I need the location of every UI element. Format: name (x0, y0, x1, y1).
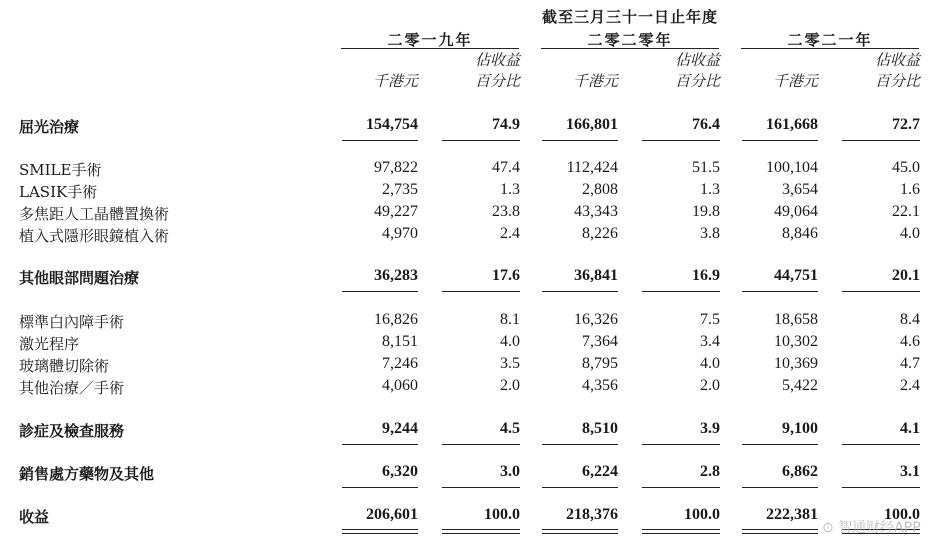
cell-value: 36,283 (374, 267, 418, 284)
cell-value: 7,364 (582, 333, 618, 350)
cell-pct: 4.7 (900, 355, 920, 372)
watermark-icon: ⊙ (822, 520, 834, 536)
col-pct-line1: 佔收益 (674, 51, 720, 69)
underline (842, 487, 920, 488)
cell-pct: 8.1 (500, 311, 520, 328)
underline (842, 291, 920, 292)
underline (542, 291, 618, 292)
cell-value: 4,970 (382, 225, 418, 242)
double-underline (542, 529, 618, 534)
cell-pct: 72.7 (892, 116, 920, 133)
underline (342, 487, 418, 488)
row-label: 其他治療／手術 (19, 379, 125, 397)
cell-pct: 2.0 (500, 377, 520, 394)
row-label: 玻璃體切除術 (19, 357, 110, 375)
double-underline (342, 529, 418, 534)
row-label: 植入式隱形眼鏡植入術 (19, 227, 170, 245)
row-label-revenue: 收益 (19, 508, 50, 526)
cell-value: 43,343 (574, 203, 618, 220)
cell-value: 18,658 (774, 311, 818, 328)
cell-value: 218,376 (566, 506, 618, 523)
underline (442, 487, 520, 488)
col-amount-2020: 千港元 (572, 72, 618, 90)
cell-pct: 4.5 (500, 420, 520, 437)
row-label: 多焦距人工晶體置換術 (19, 205, 170, 223)
cell-pct: 4.6 (900, 333, 920, 350)
underline (542, 140, 618, 141)
cell-pct: 100.0 (884, 506, 920, 523)
underline (642, 487, 720, 488)
cell-value: 112,424 (566, 159, 618, 176)
cell-pct: 45.0 (892, 159, 920, 176)
row-label-consultation: 診症及檢查服務 (19, 422, 125, 440)
cell-pct: 8.4 (900, 311, 920, 328)
cell-value: 5,422 (782, 377, 818, 394)
cell-value: 161,668 (766, 116, 818, 133)
underline (642, 444, 720, 445)
cell-value: 8,846 (782, 225, 818, 242)
cell-value: 10,302 (774, 333, 818, 350)
row-label-other-eye: 其他眼部問題治療 (19, 269, 140, 287)
underline (542, 487, 618, 488)
cell-value: 3,654 (782, 181, 818, 198)
period-heading: 截至三月三十一日止年度 (541, 8, 718, 26)
cell-pct: 2.0 (700, 377, 720, 394)
cell-pct: 3.4 (700, 333, 720, 350)
cell-value: 100,104 (766, 159, 818, 176)
cell-value: 6,320 (382, 463, 418, 480)
underline (742, 140, 818, 141)
cell-value: 2,735 (382, 181, 418, 198)
year-2020-heading: 二零二零年 (587, 31, 673, 49)
cell-pct: 74.9 (492, 116, 520, 133)
col-pct-line2: 百分比 (874, 72, 920, 90)
cell-pct: 7.5 (700, 311, 720, 328)
col-pct-line1: 佔收益 (474, 51, 520, 69)
double-underline (642, 529, 720, 534)
watermark-text: 智通财经APP (838, 520, 921, 536)
cell-value: 8,226 (582, 225, 618, 242)
cell-pct: 23.8 (492, 203, 520, 220)
cell-pct: 1.3 (700, 181, 720, 198)
cell-pct: 100.0 (684, 506, 720, 523)
cell-pct: 76.4 (692, 116, 720, 133)
col-pct-line2: 百分比 (674, 72, 720, 90)
cell-value: 154,754 (366, 116, 418, 133)
underline (742, 487, 818, 488)
cell-pct: 1.6 (900, 181, 920, 198)
cell-pct: 4.0 (700, 355, 720, 372)
col-amount-2019: 千港元 (372, 72, 418, 90)
col-pct-line2: 百分比 (474, 72, 520, 90)
cell-pct: 3.0 (500, 463, 520, 480)
cell-value: 9,100 (782, 420, 818, 437)
double-underline (742, 529, 818, 534)
year-2019-rule (341, 48, 519, 49)
cell-value: 166,801 (566, 116, 618, 133)
cell-pct: 2.4 (500, 225, 520, 242)
cell-pct: 16.9 (692, 267, 720, 284)
cell-pct: 47.4 (492, 159, 520, 176)
cell-value: 49,064 (774, 203, 818, 220)
underline (442, 291, 520, 292)
cell-value: 8,510 (582, 420, 618, 437)
cell-pct: 4.0 (900, 225, 920, 242)
underline (342, 140, 418, 141)
col-pct-2021 (830, 50, 920, 92)
cell-value: 206,601 (366, 506, 418, 523)
cell-value: 6,862 (782, 463, 818, 480)
cell-value: 4,060 (382, 377, 418, 394)
cell-value: 10,369 (774, 355, 818, 372)
cell-pct: 2.8 (700, 463, 720, 480)
cell-value: 222,381 (766, 506, 818, 523)
cell-value: 44,751 (774, 267, 818, 284)
cell-pct: 1.3 (500, 181, 520, 198)
row-label: LASIK手術 (19, 183, 98, 201)
underline (442, 444, 520, 445)
row-label-drug-sales: 銷售處方藥物及其他 (19, 465, 155, 483)
cell-value: 49,227 (374, 203, 418, 220)
underline (842, 444, 920, 445)
row-label-refractive: 屈光治療 (19, 118, 80, 136)
cell-pct: 17.6 (492, 267, 520, 284)
cell-pct: 51.5 (692, 159, 720, 176)
underline (642, 291, 720, 292)
watermark (822, 517, 921, 537)
cell-pct: 4.1 (900, 420, 920, 437)
cell-pct: 22.1 (892, 203, 920, 220)
cell-pct: 3.1 (900, 463, 920, 480)
cell-pct: 3.5 (500, 355, 520, 372)
cell-value: 6,224 (582, 463, 618, 480)
cell-value: 8,795 (582, 355, 618, 372)
cell-value: 2,808 (582, 181, 618, 198)
cell-pct: 20.1 (892, 267, 920, 284)
cell-value: 16,326 (574, 311, 618, 328)
col-pct-line1: 佔收益 (874, 51, 920, 69)
cell-pct: 4.0 (500, 333, 520, 350)
cell-value: 9,244 (382, 420, 418, 437)
cell-value: 8,151 (382, 333, 418, 350)
underline (842, 140, 920, 141)
underline (542, 444, 618, 445)
underline (742, 291, 818, 292)
cell-value: 36,841 (574, 267, 618, 284)
col-pct-2019 (430, 50, 520, 92)
year-2021-rule (741, 48, 919, 49)
cell-pct: 19.8 (692, 203, 720, 220)
col-pct-2020 (630, 50, 720, 92)
row-label: 激光程序 (19, 335, 80, 353)
row-label: 標準白內障手術 (19, 313, 125, 331)
year-2021-heading: 二零二一年 (787, 31, 873, 49)
underline (342, 444, 418, 445)
cell-value: 16,826 (374, 311, 418, 328)
double-underline (442, 529, 520, 534)
underline (342, 291, 418, 292)
cell-pct: 2.4 (900, 377, 920, 394)
year-2020-rule (541, 48, 719, 49)
year-2019-heading: 二零一九年 (387, 31, 473, 49)
underline (642, 140, 720, 141)
cell-value: 97,822 (374, 159, 418, 176)
col-amount-2021: 千港元 (772, 72, 818, 90)
cell-pct: 3.8 (700, 225, 720, 242)
underline (742, 444, 818, 445)
cell-pct: 3.9 (700, 420, 720, 437)
cell-value: 7,246 (382, 355, 418, 372)
cell-value: 4,356 (582, 377, 618, 394)
underline (442, 140, 520, 141)
row-label: SMILE手術 (19, 161, 102, 179)
cell-pct: 100.0 (484, 506, 520, 523)
